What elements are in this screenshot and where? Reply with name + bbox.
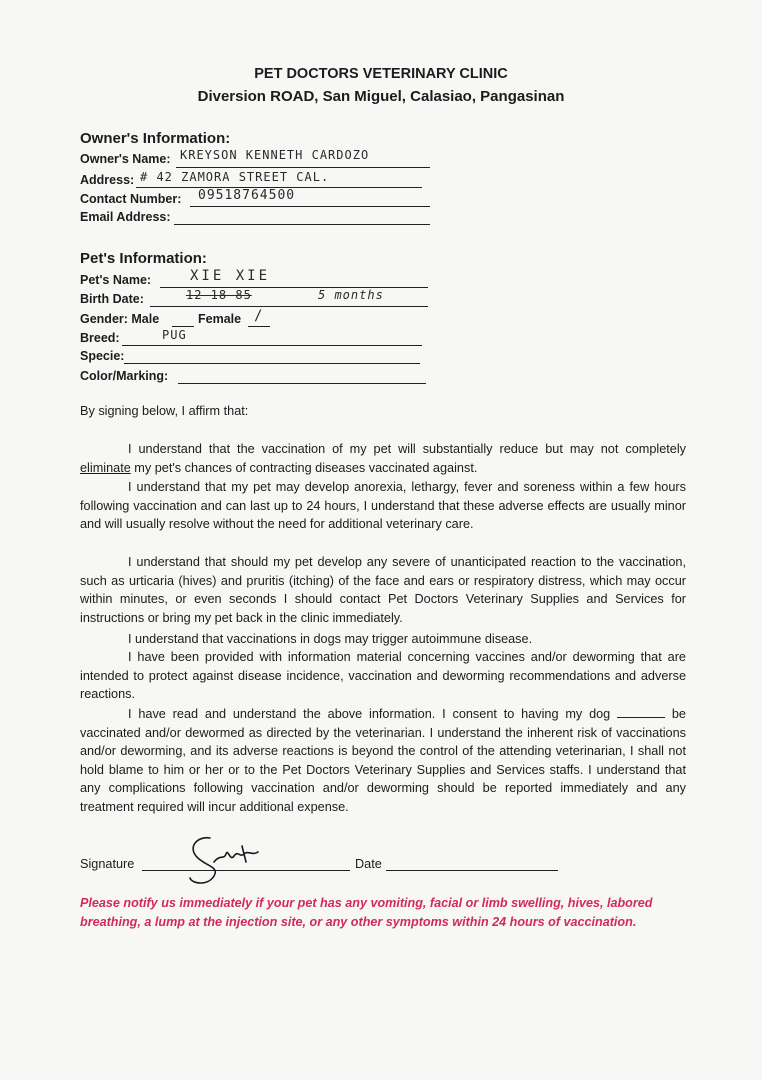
post-vaccination-notice: Please notify us immediately if your pet has any vomiting, facial or limb swelling, hives, labored breathing, a lump at the injection site, or any other symptoms within 24 hours of vaccination.	[80, 896, 653, 929]
consent-paragraph-2: I understand that my pet may develop anorexia, lethargy, fever and soreness within a few hours following vaccination and can last up to 24 hours, I understand that these adverse effects are usually minor and will usually resolve without the need for additional veterinary care.	[80, 480, 686, 531]
clinic-address: Diversion ROAD, San Miguel, Calasiao, Pangasinan	[197, 88, 565, 105]
consent-p1-text-a: I understand that the vaccination of my pet will substantially reduce but may not completely	[128, 442, 686, 456]
date-row	[355, 857, 382, 871]
signature-scribble-icon	[180, 832, 290, 888]
date-line[interactable]	[386, 870, 558, 871]
gender-male-line[interactable]	[172, 326, 194, 327]
owner-name-line[interactable]	[176, 167, 430, 168]
owner-name-value[interactable]: KREYSON KENNETH CARDOZO	[180, 148, 370, 162]
email-line[interactable]	[174, 224, 430, 225]
female-checkmark[interactable]: /	[254, 308, 264, 324]
breed-label: Breed:	[80, 331, 120, 345]
clinic-name: PET DOCTORS VETERINARY CLINIC	[254, 66, 508, 82]
specie-label: Specie:	[80, 349, 125, 363]
consent-p6-text-a: I have read and understand the above information. I consent to having my dog	[128, 707, 618, 721]
consent-p1-underlined: eliminate	[80, 460, 131, 475]
consent-intro: By signing below, I affirm that:	[80, 404, 249, 418]
gender-female-label: Female	[198, 312, 242, 326]
color-marking-line[interactable]	[178, 383, 426, 384]
consent-paragraph-3: I understand that should my pet develop any severe of unanticipated reaction to the vaccination, such as urticaria (hives) and pruritis (itching) of the face and ears or respiratory distress, which may occur within minutes, or even seconds I should contact Pet Doctors Veterinary Supplies and Services for instructions or bring my pet back in the clinic immediately.	[80, 555, 686, 625]
consent-paragraph-6	[80, 705, 686, 816]
consent-p1-text-b: my pet's chances of contracting diseases vaccinated against.	[130, 460, 478, 475]
contact-value[interactable]: 09518764500	[198, 188, 296, 203]
address-label: Address:	[80, 173, 135, 187]
gender-male-label: Gender: Male	[80, 312, 160, 326]
pet-name-label: Pet's Name:	[80, 273, 152, 287]
dog-name-blank[interactable]	[617, 717, 665, 718]
contact-line[interactable]	[190, 206, 430, 207]
birth-date-value[interactable]: 5 months	[318, 288, 384, 302]
consent-p6-text-b: be vaccinated and/or dewormed as directed by the veterinarian. I understand the inherent risk of vaccinations and/or deworming, and its adverse reactions is beyond the control of the attending veterinarian, I shall not hold blame to him or her or to the Pet Doctors Veterinary Supplies and Services staffs. I understand that any complications following vaccination and/or deworming should be reported immediately and any treatment required will incur additional expense.	[80, 707, 686, 814]
owner-section-title: Owner's Information:	[80, 130, 231, 147]
specie-line[interactable]	[124, 363, 420, 364]
breed-value[interactable]: PUG	[162, 328, 187, 342]
pet-name-value[interactable]: XIE XIE	[190, 268, 271, 284]
color-marking-label: Color/Marking:	[80, 369, 169, 383]
gender-female-line[interactable]	[248, 326, 270, 327]
address-value[interactable]: # 42 ZAMORA STREET CAL.	[140, 170, 330, 184]
contact-label: Contact Number:	[80, 192, 182, 206]
birth-date-label: Birth Date:	[80, 292, 144, 306]
consent-paragraph-1	[80, 440, 686, 477]
date-label: Date	[355, 857, 382, 871]
breed-line[interactable]	[122, 345, 422, 346]
owner-name-label: Owner's Name:	[80, 152, 171, 166]
birth-date-line[interactable]	[150, 306, 428, 307]
birth-date-struck-value: 12 18 85	[186, 288, 252, 302]
consent-paragraph-4: I understand that vaccinations in dogs may trigger autoimmune disease.	[128, 632, 533, 646]
pet-section-title: Pet's Information:	[80, 250, 207, 267]
email-label: Email Address:	[80, 210, 171, 224]
signature-row	[80, 857, 134, 871]
consent-paragraph-5: I have been provided with information material concerning vaccines and/or deworming that are intended to protect against disease incidence, vaccination and deworming recommendations and adverse reactions.	[80, 650, 686, 701]
signature-label: Signature	[80, 857, 135, 871]
